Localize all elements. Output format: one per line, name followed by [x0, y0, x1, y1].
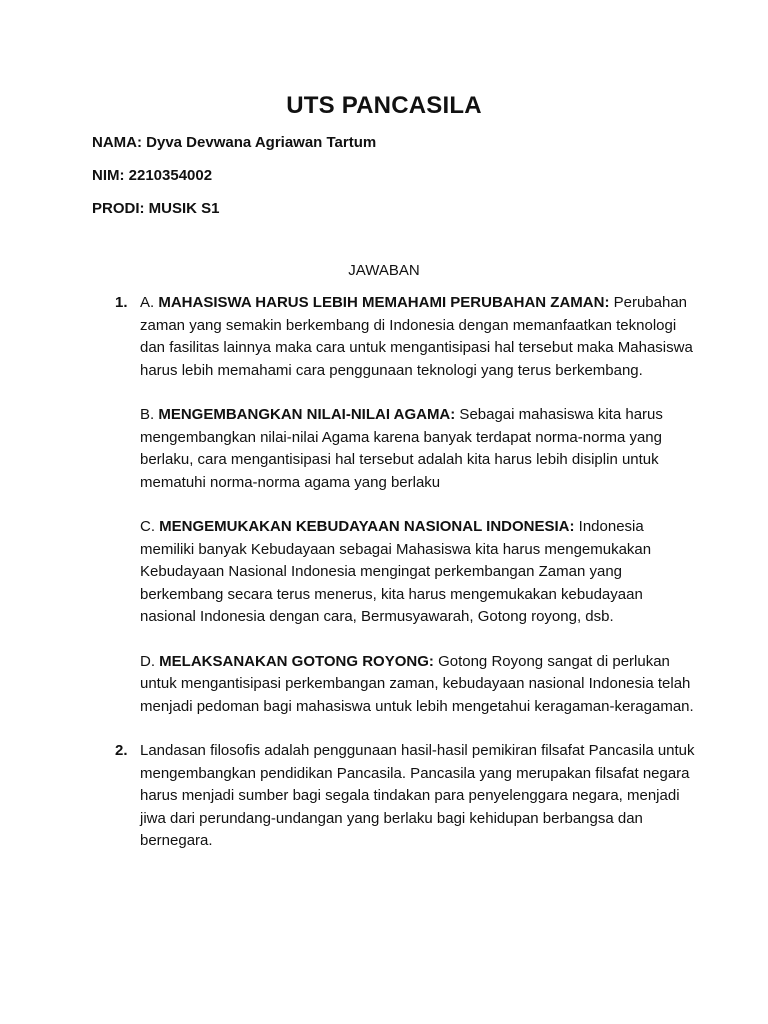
paragraph-letter: D.	[140, 652, 160, 670]
answer-list	[115, 292, 700, 853]
answer-item-2	[115, 740, 700, 853]
paragraph-heading: MELAKSANAKAN GOTONG ROYONG:	[159, 652, 434, 670]
answer-paragraph-d	[140, 651, 700, 719]
answer-paragraph-b	[140, 404, 700, 494]
paragraph-body: Gotong Royong sangat di perlukan untuk mengantisipasi perkembangan zaman, kebudayaan nasional Indonesia telah menjadi pedoman bagi mahasiswa untuk lebih mengetahui keragaman-keragaman.	[140, 652, 694, 715]
section-title-jawaban: JAWABAN	[348, 262, 420, 279]
field-nim: NIM: 2210354002	[92, 167, 213, 184]
answer-number: 1.	[115, 294, 128, 311]
answer-item-1	[115, 292, 700, 718]
paragraph-letter: C.	[140, 518, 160, 535]
paragraph-body: Indonesia memiliki banyak Kebudayaan sebagai Mahasiswa kita harus mengemukakan Kebudayaan Nasional Indonesia mengingat perkembangan Zaman yang berkembang secara terus menerus, kita harus mengemukakan kebudayaan nasional Indonesia dengan cara, Bermusyawarah, Gotong royong, dsb.	[140, 518, 652, 625]
answer-paragraph-c	[140, 516, 700, 629]
paragraph-body: Sebagai mahasiswa kita harus mengembangkan nilai-nilai Agama karena banyak terdapat norma-norma yang berlaku, cara mengantisipasi hal tersebut adalah kita harus lebih disiplin untuk mematuhi norma-norma agama yang berlaku	[140, 406, 663, 491]
paragraph-body: Landasan filosofis adalah penggunaan hasil-hasil pemikiran filsafat Pancasila untuk mengembangkan pendidikan Pancasila. Pancasila yang merupakan filsafat negara harus menjadi sumber bagi segala tindakan para penyelenggara negara, menjadi jiwa dari perundang-undangan yang berlaku bagi kehidupan berbangsa dan bernegara.	[140, 742, 695, 849]
field-prodi: PRODI: MUSIK S1	[92, 200, 220, 217]
document-title: UTS PANCASILA	[286, 92, 482, 119]
answer-paragraph	[140, 740, 700, 853]
paragraph-letter: B.	[140, 406, 159, 423]
paragraph-heading: MENGEMBANGKAN NILAI-NILAI AGAMA:	[158, 406, 456, 423]
field-nama: NAMA: Dyva Devwana Agriawan Tartum	[92, 134, 377, 151]
paragraph-letter: A.	[140, 294, 159, 311]
paragraph-heading: MAHASISWA HARUS LEBIH MEMAHAMI PERUBAHAN ZAMAN:	[158, 294, 610, 311]
paragraph-body: Perubahan zaman yang semakin berkembang di Indonesia dengan memanfaatkan teknologi dan fasilitas lainnya maka cara untuk mengantisipasi hal tersebut maka Mahasiswa harus lebih memahami cara penggunaan teknologi yang terus berkembang.	[140, 294, 693, 379]
answer-paragraph-a	[140, 292, 700, 382]
paragraph-heading: MENGEMUKAKAN KEBUDAYAAN NASIONAL INDONESIA:	[159, 518, 575, 535]
answer-number: 2.	[115, 742, 128, 759]
